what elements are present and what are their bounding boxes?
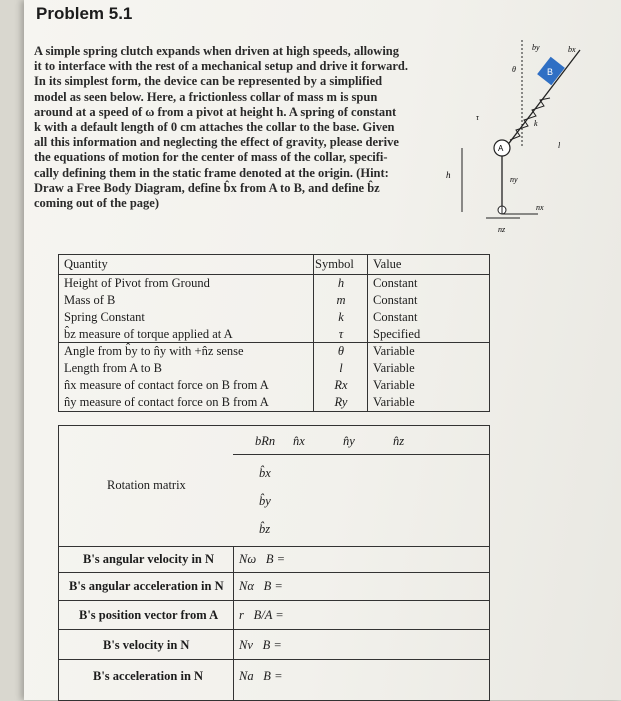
- acceleration-symbol: Na⃗B =: [239, 669, 283, 683]
- symbol-cell: m: [336, 293, 346, 307]
- velocity-symbol: Nv⃗B =: [239, 638, 282, 652]
- rotation-col-ny: n̂y: [343, 434, 355, 448]
- table-divider: [367, 255, 368, 411]
- quantity-cell: b̂z measure of torque applied at A: [64, 327, 233, 341]
- statement-line: model as seen below. Here, a frictionless collar of mass m is spun: [34, 89, 378, 104]
- figure-label-A: A: [498, 144, 504, 153]
- symbol-column-divider: [233, 546, 234, 700]
- value-cell: Constant: [373, 276, 418, 290]
- figure-label-by: by: [532, 43, 540, 52]
- statement-line: all this information and neglecting the effect of gravity, please derive: [34, 135, 399, 150]
- matrix-header-divider: [233, 454, 489, 455]
- symbol-cell: Ry: [334, 395, 348, 409]
- figure-label-tau: τ: [476, 113, 479, 122]
- symbol-cell: Rx: [334, 378, 348, 392]
- figure-label-l: l: [558, 141, 561, 150]
- quantity-cell: Mass of B: [64, 293, 116, 307]
- row-divider: [59, 600, 489, 601]
- quantity-cell: Angle from b̂y to n̂y with +n̂z sense: [64, 344, 244, 358]
- statement-line: coming out of the page): [34, 196, 159, 211]
- problem-statement: [34, 44, 452, 211]
- velocity-label: B's velocity in N: [103, 638, 190, 652]
- figure-label-B: B: [547, 67, 554, 77]
- rotation-row-bz: b̂z: [259, 522, 271, 536]
- row-divider: [59, 659, 489, 660]
- statement-line: Draw a Free Body Diagram, define b̂x from A to B, and define b̂z: [34, 180, 380, 195]
- quantity-cell: n̂x measure of contact force on B from A: [64, 378, 269, 392]
- figure-label-h: h: [446, 170, 451, 180]
- clutch-diagram: [440, 30, 621, 250]
- quantity-cell: Spring Constant: [64, 310, 145, 324]
- quantity-cell: Height of Pivot from Ground: [64, 276, 210, 290]
- rotation-col-nz: n̂z: [393, 434, 405, 448]
- value-cell: Variable: [373, 378, 415, 392]
- rotation-matrix-label: Rotation matrix: [107, 478, 186, 492]
- rotation-corner: bRn: [255, 434, 276, 448]
- acceleration-label: B's acceleration in N: [93, 669, 204, 683]
- angular-acceleration-label: B's angular acceleration in N: [69, 579, 224, 593]
- value-cell: Variable: [373, 395, 415, 409]
- value-cell: Variable: [373, 344, 415, 358]
- row-divider: [59, 629, 489, 630]
- statement-line: it to interface with the rest of a mechanical setup and drive it forward.: [34, 59, 409, 74]
- symbol-cell: k: [338, 310, 344, 324]
- angular-acceleration-symbol: Nα⃗B =: [239, 579, 283, 593]
- figure-label-nz: nz: [498, 225, 506, 234]
- statement-line: k with a default length of 0 cm attaches the collar to the base. Given: [34, 120, 395, 135]
- rotation-row-by: b̂y: [259, 494, 271, 508]
- angular-velocity-symbol: Nω⃗B =: [239, 552, 286, 566]
- quantity-cell: Length from A to B: [64, 361, 162, 375]
- symbol-cell: h: [337, 276, 345, 290]
- header-quantity: Quantity: [64, 257, 108, 271]
- symbol-cell: θ: [337, 344, 345, 358]
- figure-label-nx: nx: [536, 203, 544, 212]
- kinematics-table: [58, 425, 490, 701]
- row-divider: [59, 572, 489, 573]
- header-value: Value: [373, 257, 402, 271]
- matrix-bottom-divider: [59, 546, 489, 547]
- figure-label-bx: bx: [568, 45, 576, 54]
- figure-label-theta: θ: [512, 65, 516, 74]
- statement-line: A simple spring clutch expands when driven at high speeds, allowing: [34, 44, 399, 58]
- problem-title: Problem 5.1: [36, 4, 133, 23]
- value-cell: Specified: [373, 327, 421, 341]
- symbol-cell: τ: [338, 327, 344, 341]
- table-divider: [313, 255, 314, 411]
- value-cell: Constant: [373, 310, 418, 324]
- value-cell: Variable: [373, 361, 415, 375]
- position-vector-symbol: r⃗B/A =: [239, 608, 284, 622]
- quantity-table: [58, 254, 490, 412]
- angular-velocity-label: B's angular velocity in N: [83, 552, 215, 566]
- statement-line: cally defining them in the static frame denoted at the origin. (Hint:: [34, 165, 389, 180]
- figure-label-ny: ny: [510, 175, 518, 184]
- statement-line: the equations of motion for the center of mass of the collar, specifi-: [34, 150, 388, 165]
- position-vector-label: B's position vector from A: [79, 608, 219, 622]
- rotation-col-nx: n̂x: [293, 434, 305, 448]
- statement-line: around at a speed of ω from a pivot at height h. A spring of constant: [34, 104, 397, 119]
- quantity-cell: n̂y measure of contact force on B from A: [64, 395, 269, 409]
- rotation-row-bx: b̂x: [259, 466, 271, 480]
- header-symbol: Symbol: [315, 257, 354, 271]
- figure-label-k: k: [534, 119, 538, 128]
- value-cell: Constant: [373, 293, 418, 307]
- symbol-cell: l: [339, 361, 343, 375]
- statement-line: In its simplest form, the device can be represented by a simplified: [34, 74, 383, 89]
